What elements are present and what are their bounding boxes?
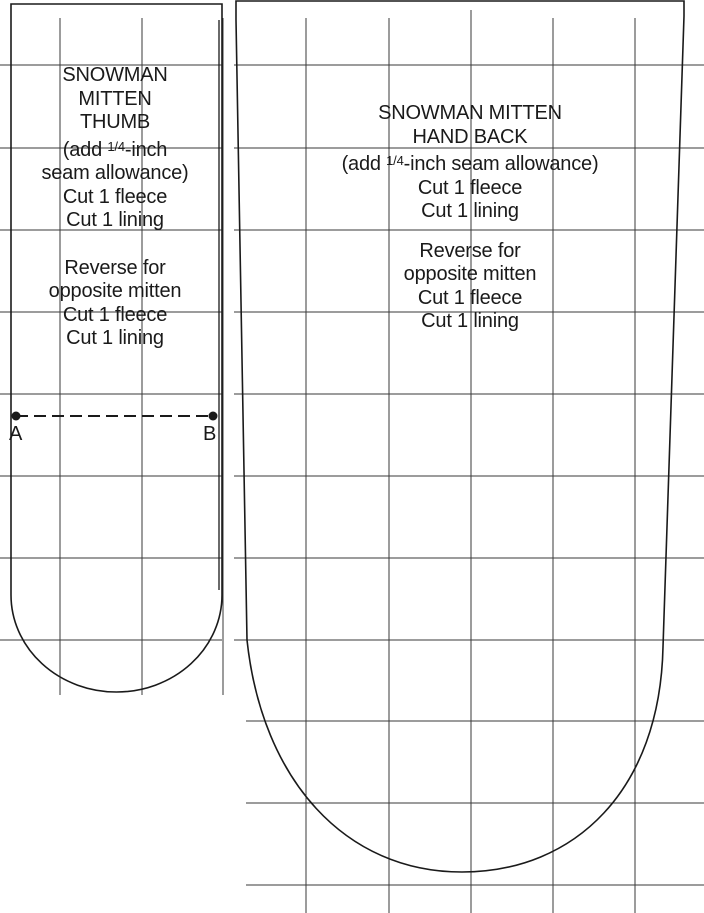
thumb-seam-suffix: -inch: [124, 138, 168, 161]
thumb-title-line: THUMB: [79, 111, 151, 133]
thumb-seam-line-2: seam allowance): [41, 162, 189, 184]
thumb-reverse-cut-fleece: Cut 1 fleece: [62, 303, 168, 326]
hand-back-title-line: HAND BACK: [412, 125, 528, 148]
hand-back-seam-fraction: 1/4: [386, 153, 404, 168]
hand-back-reverse-cut-fleece: Cut 1 fleece: [417, 286, 523, 309]
hand-back-cut-lining: Cut 1 lining: [421, 200, 519, 222]
thumb-title-line: MITTEN: [78, 87, 152, 110]
point-b-label: B: [203, 423, 217, 445]
hand-back-title-line: SNOWMAN MITTEN: [378, 102, 562, 124]
thumb-seam-prefix: (add: [62, 138, 108, 161]
point-a-label: A: [9, 423, 23, 445]
hand-back-reverse-line: opposite mitten: [403, 263, 537, 285]
thumb-reverse-line: opposite mitten: [48, 280, 182, 302]
point-a-dot: [12, 412, 21, 421]
thumb-cut-fleece: Cut 1 fleece: [62, 185, 168, 208]
thumb-seam-fraction: 1/4: [107, 138, 125, 154]
hand-back-seam-prefix: (add: [341, 153, 387, 175]
thumb-label: [12, 64, 218, 351]
thumb-title-line: SNOWMAN: [62, 64, 168, 86]
hand-back-seam-line: [300, 149, 640, 177]
thumb-reverse-line: Reverse for: [64, 256, 166, 279]
hand-back-reverse-cut-lining: Cut 1 lining: [421, 310, 519, 332]
hand-back-seam-suffix: -inch seam allowance): [403, 153, 599, 175]
hand-back-label: [300, 102, 640, 334]
point-b-dot: [209, 412, 218, 421]
thumb-seam-line: [12, 135, 218, 163]
hand-back-cut-fleece: Cut 1 fleece: [417, 176, 523, 199]
thumb-cut-lining: Cut 1 lining: [66, 209, 164, 231]
thumb-reverse-cut-lining: Cut 1 lining: [66, 327, 164, 349]
hand-back-reverse-line: Reverse for: [419, 239, 521, 262]
